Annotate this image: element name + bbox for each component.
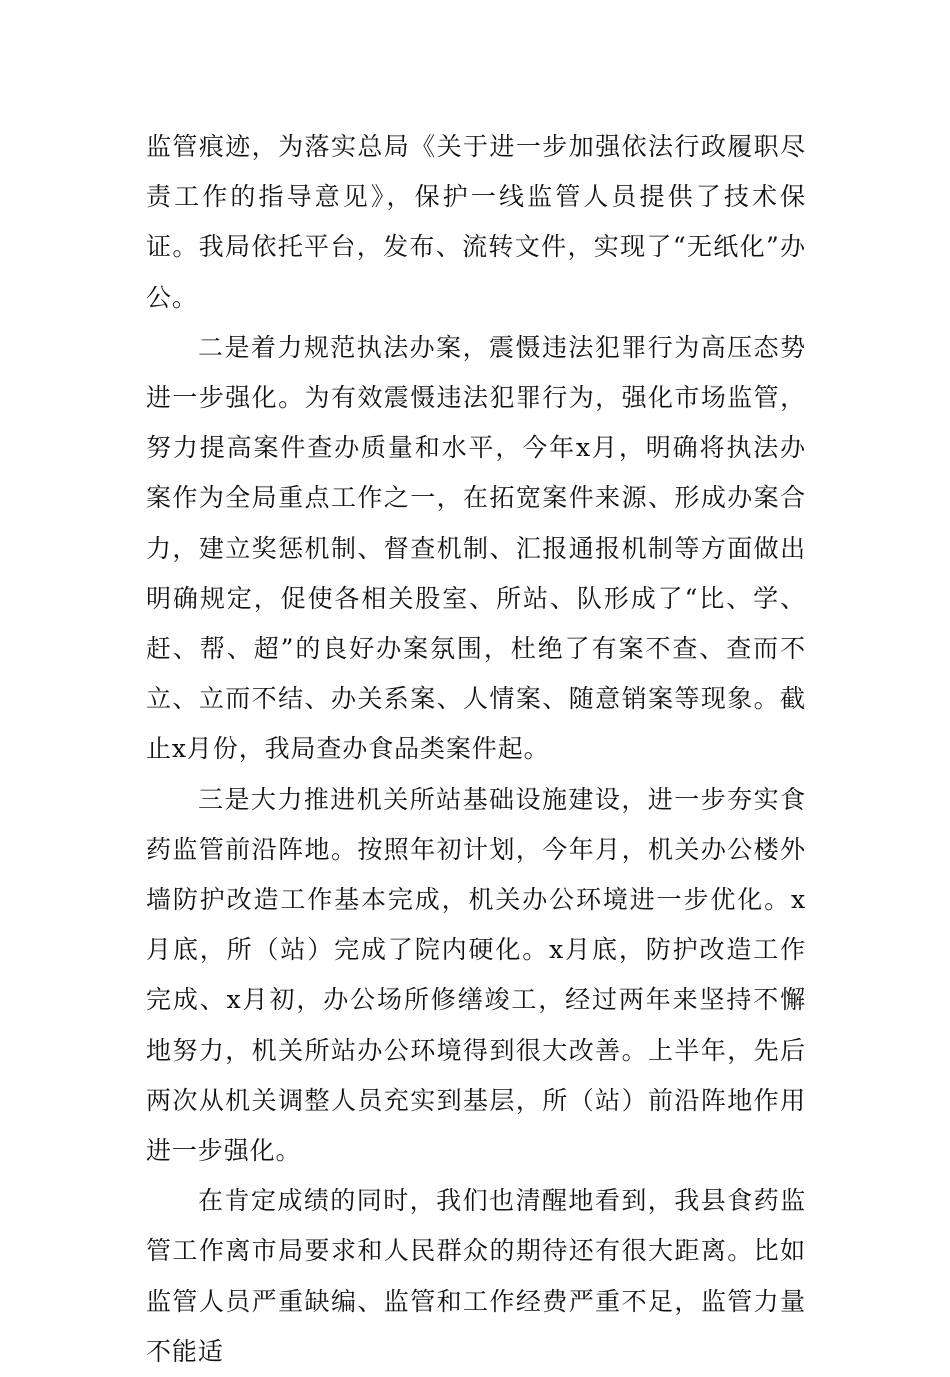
document-body (146, 122, 806, 1377)
paragraph-continuation: 监管痕迹，为落实总局《关于进一步加强依法行政履职尽责工作的指导意见》，保护一线监管人员提供了技术保证。我局依托平台，发布、流转文件，实现了“无纸化”办公。 (146, 132, 806, 312)
paragraph-enforcement: 二是着力规范执法办案，震慑违法犯罪行为高压态势进一步强化。为有效震慑违法犯罪行为，强化市场监管，努力提高案件查办质量和水平，今年x月，明确将执法办案作为全局重点工作之一，在拓宽案件来源、形成办案合力，建立奖惩机制、督查机制、汇报通报机制等方面做出明确规定，促使各相关股室、所站、队形成了“比、学、赶、帮、超”的良好办案氛围，杜绝了有案不查、查而不立、立而不结、办关系案、人情案、随意销案等现象。截止x月份，我局查办食品类案件起。 (146, 332, 806, 764)
paragraph-infrastructure: 三是大力推进机关所站基础设施建设，进一步夯实食药监管前沿阵地。按照年初计划，今年月，机关办公楼外墙防护改造工作基本完成，机关办公环境进一步优化。x月底，所（站）完成了院内硬化。x月底，防护改造工作完成、x月初，办公场所修缮竣工，经过两年来坚持不懈地努力，机关所站办公环境得到很大改善。上半年，先后两次从机关调整人员充实到基层，所（站）前沿阵地作用进一步强化。 (146, 784, 806, 1166)
paragraph-shortcomings: 在肯定成绩的同时，我们也清醒地看到，我县食药监管工作离市局要求和人民群众的期待还有很大距离。比如监管人员严重缺编、监管和工作经费严重不足，监管力量不能适 (146, 1186, 806, 1366)
